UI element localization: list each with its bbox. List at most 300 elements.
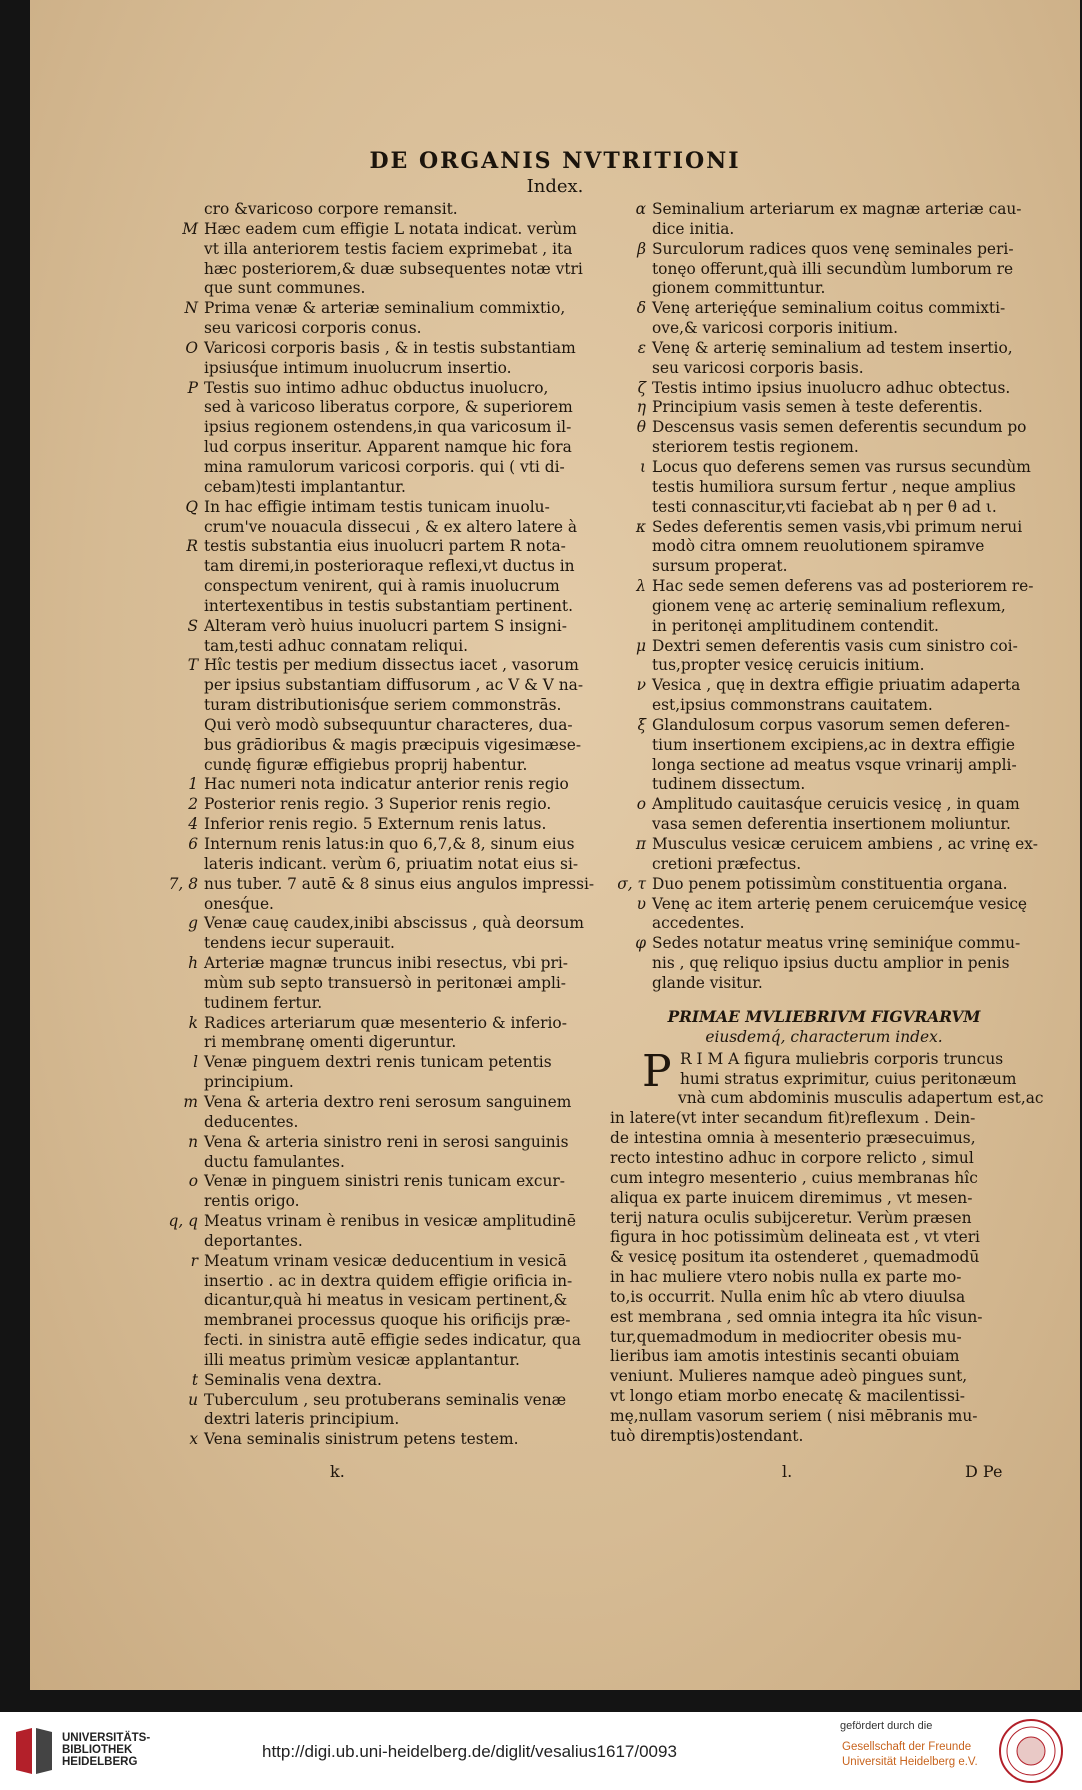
index-marker: m <box>183 1092 198 1111</box>
index-line <box>610 835 1038 855</box>
index-marker <box>610 914 652 934</box>
index-marker <box>162 934 204 954</box>
paragraph-line: veniunt. Mulieres namque adeò pingues sunt, <box>610 1367 968 1386</box>
index-text: crum've nouacula dissecui , & ex altero latere à <box>204 517 578 536</box>
index-line <box>610 537 1038 557</box>
index-line <box>162 1133 602 1153</box>
index-marker: q, q <box>168 1212 198 1231</box>
index-marker <box>162 895 204 915</box>
index-line <box>610 200 1038 220</box>
index-marker <box>162 418 204 438</box>
index-text: gionem venę ac arterię seminalium reflexum, <box>652 596 1006 615</box>
index-text: Vesica , quę in dextra effigie priuatim adaperta <box>652 676 1021 695</box>
index-marker <box>162 1192 204 1212</box>
index-line <box>610 319 1038 339</box>
library-footer <box>0 1712 1082 1790</box>
index-text: tus,propter vesicę ceruicis initium. <box>652 656 925 675</box>
index-marker: α <box>635 200 646 218</box>
section-subheading: eiusdemq́, characterum index. <box>705 1027 943 1046</box>
index-marker <box>610 855 652 875</box>
index-text: Tuberculum , seu protuberans seminalis venæ <box>204 1390 567 1409</box>
index-marker: Q <box>185 497 198 516</box>
index-line <box>610 895 1038 915</box>
index-marker: o <box>188 1172 198 1191</box>
index-line <box>610 597 1038 617</box>
index-line <box>162 299 602 319</box>
index-line <box>162 418 602 438</box>
index-line <box>162 537 602 557</box>
index-marker: h <box>188 954 198 973</box>
index-line <box>610 577 1038 597</box>
index-text: testi connascitur,vti faciebat ab η per θ ad ι. <box>652 497 997 516</box>
index-line <box>162 656 602 676</box>
index-marker: R <box>186 537 198 556</box>
index-text: In hac effigie intimam testis tunicam inuolu- <box>204 497 550 516</box>
paragraph-line: vt longo etiam morbo enecatę & macilentissi- <box>610 1387 965 1406</box>
index-text: intertexentibus in testis substantiam pertinent. <box>204 596 573 615</box>
index-line <box>162 875 602 895</box>
index-marker: 4 <box>188 815 198 834</box>
index-text: Principium vasis semen à teste deferentis. <box>652 398 983 417</box>
index-line <box>610 795 1038 815</box>
index-line <box>610 279 1038 299</box>
index-text: Qui verò modò subsequuntur characteres, dua- <box>204 715 573 734</box>
index-marker <box>162 1311 204 1331</box>
permalink-url[interactable]: http://digi.ub.uni-heidelberg.de/diglit/vesalius1617/0093 <box>262 1742 677 1761</box>
index-text: Vena seminalis sinistrum petens testem. <box>204 1430 519 1449</box>
index-text: deportantes. <box>204 1231 303 1250</box>
index-line <box>162 1291 602 1311</box>
index-marker: S <box>187 616 198 635</box>
index-text: lateris indicant. verùm 6, priuatim notat eius si- <box>204 854 579 873</box>
index-marker <box>162 279 204 299</box>
index-line <box>162 319 602 339</box>
index-line <box>162 1113 602 1133</box>
index-line <box>162 1053 602 1073</box>
paragraph-line: cum integro mesenterio , cuius membranas hîc <box>610 1168 978 1187</box>
paragraph-line: & vesicę positum ita ostenderet , quemadmodū <box>610 1248 980 1267</box>
index-line <box>162 1033 602 1053</box>
index-marker <box>610 617 652 637</box>
index-marker <box>162 240 204 260</box>
signature-mark-left: k. <box>330 1462 345 1481</box>
index-text: longa sectione ad meatus vsque vrinarij ampli- <box>652 755 1017 774</box>
index-text: Venę arterięq́ue seminalium coitus commixti- <box>652 299 1006 318</box>
index-line <box>162 696 602 716</box>
index-line <box>610 418 1038 438</box>
index-line <box>162 736 602 756</box>
library-logo-icon <box>12 1726 56 1776</box>
index-text: onesq́ue. <box>204 894 274 913</box>
paragraph-line: mę,nullam vasorum seriem ( nisi mēbranis mu- <box>610 1406 978 1425</box>
index-line <box>610 914 1038 934</box>
index-marker: ν <box>636 676 646 695</box>
index-text: Venę ac item arterię penem ceruicemq́ue vesicę <box>652 894 1028 913</box>
index-marker <box>162 1113 204 1133</box>
index-marker: 6 <box>188 835 198 853</box>
index-text: Locus quo deferens semen vas rursus secundùm <box>652 457 1031 476</box>
index-line <box>162 676 602 696</box>
index-line <box>610 498 1038 518</box>
index-marker <box>162 260 204 280</box>
index-line <box>610 815 1038 835</box>
index-text: tudinem dissectum. <box>652 775 806 794</box>
index-text: Duo penem potissimùm constituentia organa. <box>652 874 1008 893</box>
paragraph-line: R I M A figura muliebris corporis truncus <box>680 1049 1004 1068</box>
index-line <box>610 379 1038 399</box>
index-marker: ο <box>636 795 646 814</box>
paragraph-line: tuò diremptis)ostendant. <box>610 1426 804 1445</box>
index-text: Vena & arteria dextro reni serosum sanguinem <box>204 1092 572 1111</box>
page-subtitle: Index. <box>526 176 584 197</box>
index-text: dice initia. <box>652 219 735 238</box>
paragraph-line: aliqua ex parte inuicem diremimus , vt mesen- <box>610 1188 973 1207</box>
index-marker: l <box>193 1053 198 1072</box>
paragraph-line: figura in hoc potissimùm delineata est , vt vteri <box>610 1228 980 1247</box>
index-marker <box>610 775 652 795</box>
index-line <box>610 339 1038 359</box>
index-marker: M <box>182 219 198 238</box>
index-text: Musculus vesicæ ceruicem ambiens , ac vrinę ex- <box>652 835 1038 853</box>
paragraph-line: to,is occurrit. Nulla enim hîc ab vtero diuulsa <box>610 1287 966 1306</box>
index-line <box>610 656 1038 676</box>
index-line <box>162 200 602 220</box>
index-marker <box>610 438 652 458</box>
index-marker: φ <box>635 934 646 953</box>
right-column <box>610 200 1044 1447</box>
index-marker <box>162 478 204 498</box>
paragraph-line: terij natura oculis subijceretur. Verùm præsen <box>610 1208 972 1227</box>
index-marker: θ <box>636 418 646 437</box>
paragraph-line: de intestina omnia à mesenterio præsecuimus, <box>610 1129 976 1148</box>
index-line <box>162 438 602 458</box>
index-line <box>162 1311 602 1331</box>
index-line <box>162 716 602 736</box>
index-marker: κ <box>635 517 646 536</box>
index-marker <box>162 1272 204 1292</box>
index-text: insertio . ac in dextra quidem effigie orificia in- <box>204 1271 573 1290</box>
index-text: Arteriæ magnæ truncus inibi resectus, vbi pri- <box>204 954 568 973</box>
paragraph-lines <box>610 1045 1044 1447</box>
index-text: Venę & arterię seminalium ad testem insertio, <box>652 338 1013 357</box>
index-marker: r <box>190 1251 198 1270</box>
index-text: Prima venæ & arteriæ seminalium commixtio, <box>204 299 566 318</box>
index-marker <box>162 1410 204 1430</box>
index-text: Seminalis vena dextra. <box>204 1370 382 1389</box>
index-text: dicantur,quà hi meatus in vesicam pertinent,& <box>204 1291 568 1310</box>
index-line <box>610 974 1038 994</box>
index-marker: 7, 8 <box>168 874 198 893</box>
index-text: principium. <box>204 1073 294 1092</box>
index-line <box>162 756 602 776</box>
index-line <box>162 1410 602 1430</box>
index-marker: x <box>189 1430 198 1449</box>
sponsor-label: gefördert durch die <box>840 1720 933 1732</box>
index-text: Radices arteriarum quæ mesenterio & inferio- <box>204 1013 567 1032</box>
index-line <box>162 240 602 260</box>
index-marker <box>162 1331 204 1351</box>
index-line <box>162 498 602 518</box>
index-line <box>162 478 602 498</box>
index-text: seu varicosi corporis conus. <box>204 319 422 338</box>
paragraph-line: in latere(vt inter secandum fit)reflexum . Dein- <box>610 1109 976 1128</box>
index-marker <box>162 458 204 478</box>
index-marker: σ, τ <box>617 874 646 893</box>
index-line <box>162 795 602 815</box>
index-text: Vena & arteria sinistro reni in serosi sanguinis <box>204 1132 569 1151</box>
index-line <box>162 359 602 379</box>
index-line <box>162 1331 602 1351</box>
index-marker: β <box>637 239 646 258</box>
page-title: DE ORGANIS NVTRITIONI <box>369 148 741 174</box>
index-marker: N <box>184 299 198 318</box>
index-marker: ε <box>637 338 646 357</box>
index-marker: u <box>188 1390 198 1409</box>
index-line <box>162 1391 602 1411</box>
index-line <box>162 379 602 399</box>
index-text: que sunt communes. <box>204 279 366 298</box>
index-text: sed à varicoso liberatus corpore, & superiorem <box>204 398 573 417</box>
book-page <box>30 0 1080 1690</box>
index-marker: t <box>191 1370 198 1389</box>
section-paragraph <box>610 1045 1044 1447</box>
index-marker <box>610 557 652 577</box>
index-text: nus tuber. 7 autē & 8 sinus eius angulos impressi- <box>204 874 595 893</box>
index-text: in peritonęi amplitudinem contendit. <box>652 616 939 635</box>
section-heading: PRIMAE MVLIEBRIVM FIGVRARVM <box>667 1007 981 1026</box>
index-text: Inferior renis regio. 5 Externum renis latus. <box>204 815 547 834</box>
index-text: conspectum venirent, qui à ramis inuolucrum <box>204 577 560 596</box>
library-name: UNIVERSITÄTS- BIBLIOTHEK HEIDELBERG <box>62 1732 151 1768</box>
index-line <box>610 398 1038 418</box>
index-text: Sedes deferentis semen vasis,vbi primum nerui <box>652 517 1023 536</box>
index-line <box>610 617 1038 637</box>
index-text: tium insertionem excipiens,ac in dextra effigie <box>652 735 1016 754</box>
index-marker: g <box>188 914 198 933</box>
index-marker <box>162 577 204 597</box>
index-line <box>162 815 602 835</box>
index-line <box>162 914 602 934</box>
index-text: Meatum vrinam vesicæ deducentium in vesicā <box>204 1251 567 1270</box>
index-marker <box>162 359 204 379</box>
paragraph-line: in hac muliere vtero nobis nulla ex parte mo- <box>610 1268 962 1287</box>
index-text: dextri lateris principium. <box>204 1410 400 1429</box>
catchword: D Pe <box>965 1462 1003 1481</box>
drop-cap: P <box>642 1045 672 1097</box>
index-text: Venæ pinguem dextri renis tunicam petentis <box>204 1053 552 1072</box>
index-line <box>610 954 1038 974</box>
index-text: cretioni præfectus. <box>652 854 802 873</box>
index-text: per ipsius substantiam diffusorum , ac V & V na- <box>204 676 584 695</box>
index-marker: 1 <box>188 775 198 794</box>
index-marker: μ <box>635 636 646 655</box>
index-marker <box>610 736 652 756</box>
index-text: Amplitudo cauitasq́ue ceruicis vesicę , in quam <box>652 795 1020 814</box>
index-text: mùm sub septo transuersò in peritonæi ampli- <box>204 973 566 992</box>
index-text: Descensus vasis semen deferentis secundum po <box>652 418 1027 437</box>
index-line <box>610 855 1038 875</box>
index-marker <box>610 954 652 974</box>
index-text: testis substantia eius inuolucri partem R nota- <box>204 537 566 556</box>
index-marker: n <box>188 1132 198 1151</box>
index-text: Hac sede semen deferens vas ad posteriorem re- <box>652 577 1034 596</box>
paragraph-line: humi stratus exprimitur, cuius peritonæum <box>680 1069 1017 1088</box>
index-line <box>162 1430 602 1450</box>
index-marker <box>162 676 204 696</box>
index-marker <box>162 1291 204 1311</box>
index-line <box>162 1014 602 1034</box>
index-text: ri membranę omenti digeruntur. <box>204 1033 457 1052</box>
index-text: fecti. in sinistra autē effigie sedes indicatur, qua <box>204 1331 581 1350</box>
index-marker <box>162 1232 204 1252</box>
index-line <box>162 1073 602 1093</box>
index-marker <box>610 597 652 617</box>
right-index-list <box>610 200 1038 994</box>
index-text: Surculorum radices quos venę seminales peri- <box>652 239 1014 258</box>
index-line <box>162 617 602 637</box>
index-marker: ξ <box>637 715 646 734</box>
index-text: Venæ cauę caudex,inibi abscissus , quà deorsum <box>204 914 585 933</box>
paragraph-line: recto intestino adhuc in corpore relicto , simul <box>610 1148 974 1167</box>
index-line <box>162 855 602 875</box>
index-line <box>610 696 1038 716</box>
index-marker <box>162 1153 204 1173</box>
index-marker: η <box>636 398 646 417</box>
index-marker <box>610 815 652 835</box>
index-marker: ι <box>639 457 646 476</box>
index-line <box>162 1252 602 1272</box>
index-marker <box>610 260 652 280</box>
index-text: vasa semen deferentia insertionem moliuntur. <box>652 815 1011 834</box>
index-line <box>162 279 602 299</box>
index-line <box>162 974 602 994</box>
index-marker: T <box>187 656 198 675</box>
index-marker: δ <box>636 299 646 318</box>
index-line <box>610 557 1038 577</box>
index-marker: P <box>187 378 198 397</box>
university-seal-icon <box>996 1718 1066 1784</box>
index-text: seu varicosi corporis basis. <box>652 358 864 377</box>
index-line <box>162 518 602 538</box>
index-text: cebam)testi implantantur. <box>204 477 406 496</box>
index-line <box>162 1093 602 1113</box>
index-marker <box>610 220 652 240</box>
index-line <box>162 260 602 280</box>
index-line <box>610 716 1038 736</box>
index-marker: O <box>185 338 198 357</box>
index-marker <box>162 438 204 458</box>
index-text: bus grādioribus & magis præcipuis vigesimæse- <box>204 735 582 754</box>
index-marker: υ <box>636 894 646 913</box>
index-line <box>610 637 1038 657</box>
index-text: sursum properat. <box>652 557 788 576</box>
index-marker <box>162 716 204 736</box>
index-text: glande visitur. <box>652 973 763 992</box>
index-text: steriorem testis regionem. <box>652 438 859 457</box>
index-text: tendens iecur superauit. <box>204 934 395 953</box>
index-text: tonęo offerunt,quà illi secundùm lumborum re <box>652 259 1014 278</box>
index-marker <box>162 994 204 1014</box>
index-line <box>610 478 1038 498</box>
index-text: ipsius regionem ostendens,in qua varicosum il- <box>204 418 572 437</box>
index-text: Venæ in pinguem sinistri renis tunicam excur- <box>204 1172 565 1191</box>
index-text: deducentes. <box>204 1112 299 1131</box>
index-marker <box>162 398 204 418</box>
paragraph-line: tur,quemadmodum in mediocriter obesis mu- <box>610 1327 962 1346</box>
index-line <box>162 220 602 240</box>
index-text: tudinem fertur. <box>204 993 323 1012</box>
signature-mark-right: l. <box>782 1462 793 1481</box>
index-marker <box>610 478 652 498</box>
index-line <box>162 339 602 359</box>
index-text: est,ipsius commonstrans cauitatem. <box>652 696 933 715</box>
index-line <box>162 597 602 617</box>
index-line <box>162 557 602 577</box>
index-text: tam,testi adhuc connatam reliqui. <box>204 636 469 655</box>
index-line <box>162 637 602 657</box>
index-text: illi meatus primùm vesicæ applantantur. <box>204 1350 520 1369</box>
index-line <box>162 1371 602 1391</box>
index-line <box>610 518 1038 538</box>
index-marker <box>162 319 204 339</box>
index-marker <box>610 756 652 776</box>
index-text: modò citra omnem reuolutionem spiramve <box>652 537 985 556</box>
index-text: Glandulosum corpus vasorum semen deferen- <box>652 715 1010 734</box>
index-marker: 2 <box>188 795 198 814</box>
index-text: ductu famulantes. <box>204 1152 345 1171</box>
index-text: ove,& varicosi corporis initium. <box>652 319 898 338</box>
index-line <box>610 240 1038 260</box>
index-marker <box>162 855 204 875</box>
index-marker <box>162 756 204 776</box>
index-marker: π <box>635 835 646 853</box>
index-text: rentis origo. <box>204 1192 300 1211</box>
index-line <box>610 775 1038 795</box>
index-text: Meatus vrinam è renibus in vesicæ amplitudinē <box>204 1212 577 1231</box>
index-line <box>162 835 602 855</box>
left-column <box>162 200 602 1450</box>
index-marker <box>610 319 652 339</box>
index-line <box>162 895 602 915</box>
index-marker <box>162 974 204 994</box>
index-line <box>162 1212 602 1232</box>
index-line <box>162 458 602 478</box>
index-line <box>162 1232 602 1252</box>
index-line <box>162 1192 602 1212</box>
index-text: testis humiliora sursum fertur , neque amplius <box>652 477 1016 496</box>
index-line <box>162 994 602 1014</box>
index-text: Posterior renis regio. 3 Superior renis regio. <box>204 795 552 814</box>
index-line <box>162 577 602 597</box>
index-line <box>162 775 602 795</box>
index-text: Varicosi corporis basis , & in testis substantiam <box>204 338 576 357</box>
index-line <box>610 299 1038 319</box>
index-marker <box>162 696 204 716</box>
index-text: mina ramulorum varicosi corporis. qui ( vti di- <box>204 457 565 476</box>
index-line <box>162 1172 602 1192</box>
index-marker: k <box>188 1013 198 1032</box>
index-text: nis , quę reliquo ipsius ductu amplior in penis <box>652 954 1010 973</box>
index-marker <box>162 200 204 220</box>
index-text: Testis suo intimo adhuc obductus inuolucro, <box>204 378 549 397</box>
index-marker <box>610 279 652 299</box>
index-text: Sedes notatur meatus vrinę seminiq́ue commu- <box>652 934 1021 953</box>
paragraph-line: lieribus iam amotis intestinis secanti obuiam <box>610 1347 960 1366</box>
index-line <box>162 1351 602 1371</box>
index-line <box>610 756 1038 776</box>
index-line <box>162 934 602 954</box>
index-line <box>610 875 1038 895</box>
